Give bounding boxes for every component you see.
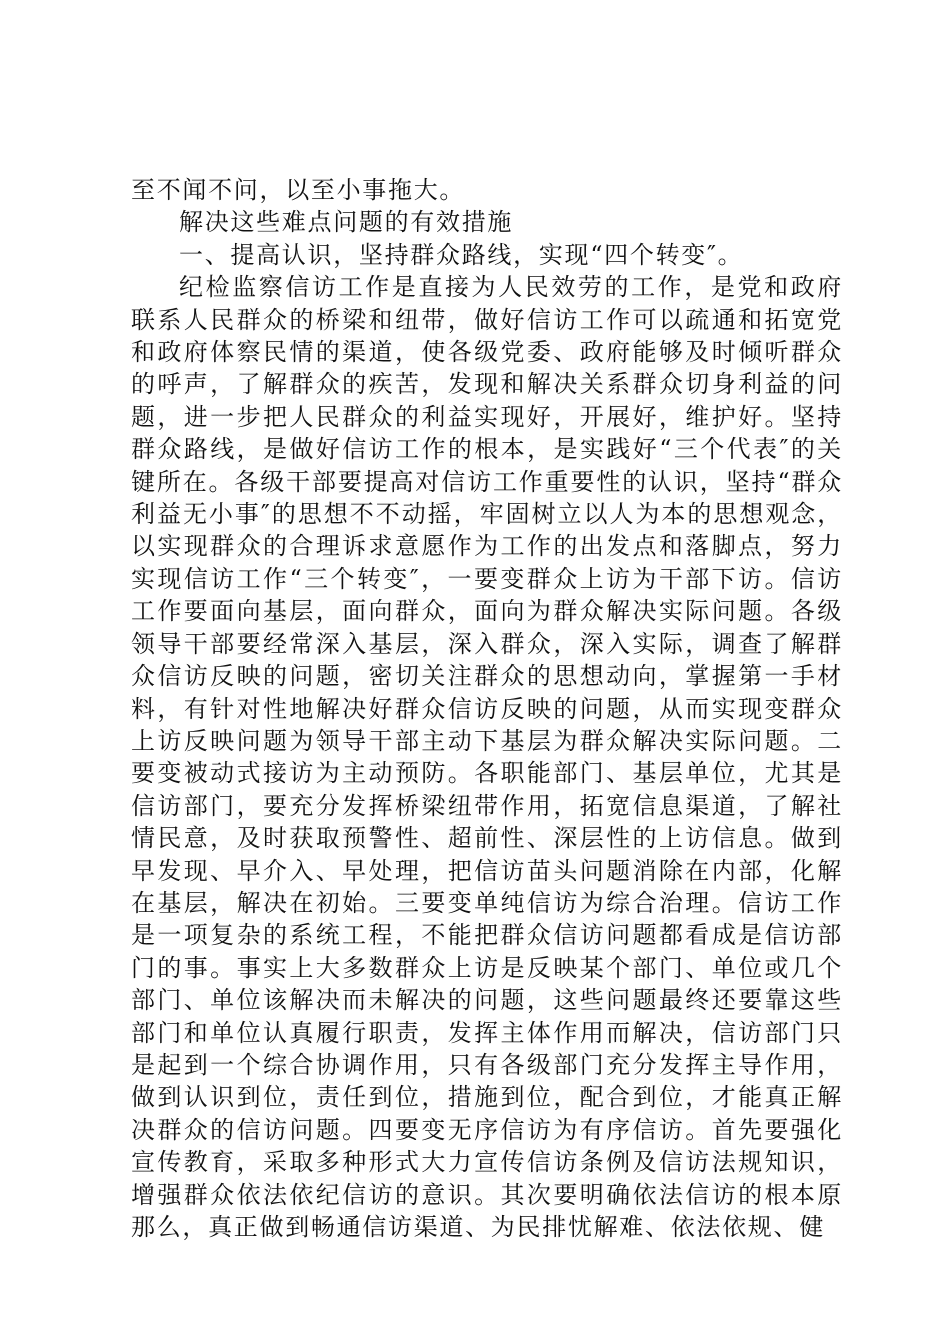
- paragraph-continuation: 至不闻不问，以至小事拖大。: [131, 176, 466, 204]
- body-paragraph: 纪检监察信访工作是直接为人民效劳的工作，是党和政府联系人民群众的桥梁和纽带，做好信访工作可以疏通和拓宽党和政府体察民情的渠道，使各级党委、政府能够及时倾听群众的呼声，了解群众的疾苦，发现和解决关系群众切身利益的问题，进一步把人民群众的利益实现好，开展好，维护好。坚持群众路线，是做好信访工作的根本，是实践好“三个代表″的关键所在。各级干部要提高对信访工作重要性的认识，坚持“群众利益无小事″的思想不不动摇，牢固树立以人为本的思想观念，以实现群众的合理诉求意愿作为工作的出发点和落脚点，努力实现信访工作“三个转变″，一要变群众上访为干部下访。信访工作要面向基层，面向群众，面向为群众解决实际问题。各级领导干部要经常深入基层，深入群众，深入实际，调查了解群众信访反映的问题，密切关注群众的思想动向，掌握第一手材料，有针对性地解决好群众信访反映的问题，从而实现变群众上访反映问题为领导干部主动下基层为群众解决实际问题。二要变被动式接访为主动预防。各职能部门、基层单位，尤其是信访部门，要充分发挥桥梁纽带作用，拓宽信息渠道，了解社情民意，及时获取预警性、超前性、深层性的上访信息。做到早发现、早介入、早处理，把信访苗头问题消除在内部，化解在基层，解决在初始。三要变单纯信访为综合治理。信访工作是一项复杂的系统工程，不能把群众信访问题都看成是信访部门的事。事实上大多数群众上访是反映某个部门、单位或几个部门、单位该解决而未解决的问题，这些问题最终还要靠这些部门和单位认真履行职责，发挥主体作用而解决，信访部门只是起到一个综合协调作用，只有各级部门充分发挥主导作用，做到认识到位，责任到位，措施到位，配合到位，才能真正解决群众的信访问题。四要变无序信访为有序信访。首先要强化宣传教育，采取多种形式大力宣传信访条例及信访法规知识，增强群众依法依纪信访的意识。其次要明确依法信访的根本原那么，真正做到畅通信访渠道、为民排忧解难、依法依规、健: [131, 273, 843, 1241]
- section-heading: 解决这些难点问题的有效措施: [179, 208, 514, 237]
- document-body: [131, 174, 843, 1243]
- subsection-heading: 一、提高认识，坚持群众路线，实现“四个转变″。: [179, 240, 744, 269]
